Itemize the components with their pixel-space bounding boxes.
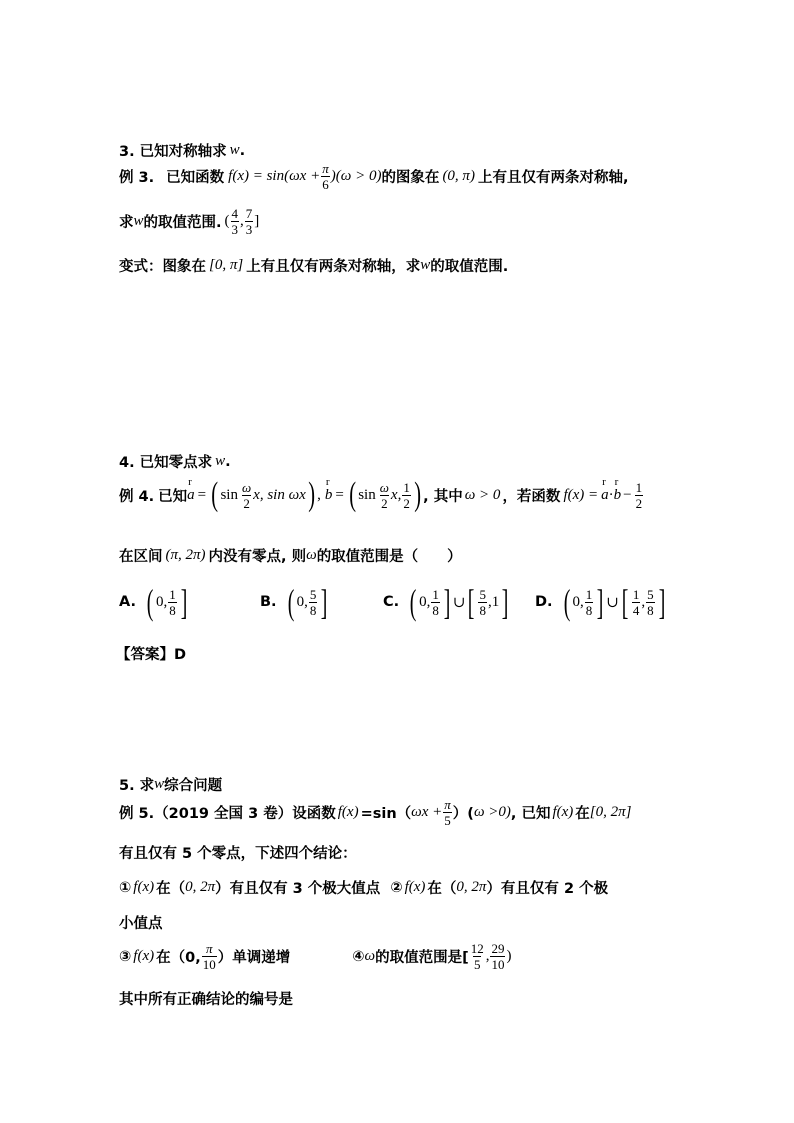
answer-line: 【答案】D <box>116 647 187 663</box>
option-b: B. ( 0, $\frac{5}{8}$ ] <box>260 582 328 622</box>
vector-b: r b <box>325 487 333 504</box>
pi-over-6: $\frac{\pi}{6}$ <box>322 161 329 192</box>
example-5-line-2: 有且仅有 5 个零点，下述四个结论： <box>119 846 357 862</box>
example-label: 例 3. <box>119 170 155 186</box>
conclusions-1-2: ① f(x) 在（ 0, 2π ）有且仅有 3 个极大值点 ② f(x) 在（ 0, 2π ）有且仅有 2 个极 <box>119 879 609 897</box>
example-4-line: 例 4. 已知 r a = ( sin $\frac{\omega}{2}$ x, sin ωx ) , r b = ( sin $\frac{\omega}{2}$ x, $\frac{1}{2}$ ) , 其中 ω > 0 ，若函数 f(x) = r a · r b − $\frac{1}{2}$ <box>119 478 644 512</box>
vector-a: r a <box>187 487 195 504</box>
option-c: C. ( 0, $\frac{1}{8}$ ] ∪ [ $\frac{5}{8}$ ,1 ] <box>383 582 509 622</box>
conclusions-3-4: ③ f(x) 在（0, $\frac{\pi}{10}$ ）单调递增 ④ ω 的取值范围是[ $\frac{12}{5}$ , $\frac{29}{10}$ ) <box>119 941 512 972</box>
example-4-line-2: 在区间 (π, 2π) 内没有零点, 则 ω 的取值范围是（ ） <box>119 547 462 565</box>
option-a: A. ( 0, $\frac{1}{8}$ ] <box>119 582 188 622</box>
example-3-question: 求 w 的取值范围. ( $\frac{4}{3}$ , $\frac{7}{3}$ ] <box>119 206 260 237</box>
section-5-heading: 5. 求 w 综合问题 <box>119 776 223 794</box>
section-3-heading: 3. 已知对称轴求 w . <box>119 142 246 160</box>
example-5-line: 例 5. （2019 全国 3 卷）设函数 f(x) =sin（ ωx + $\frac{\pi}{5}$ ）( ω >0) , 已知 f(x) 在 [0, 2π] <box>119 797 632 828</box>
option-d: D. ( 0, $\frac{1}{8}$ ] ∪ [ $\frac{1}{4}$ , $\frac{5}{8}$ ] <box>535 582 665 622</box>
section-4-heading: 4. 已知零点求 w . <box>119 453 231 471</box>
conclusions-2-tail: 小值点 <box>119 916 163 932</box>
final-question: 其中所有正确结论的编号是 <box>119 992 293 1008</box>
example-3-line: 例 3. 已知函数 f(x) = sin(ωx + $\frac{\pi}{6}$ )(ω > 0) 的图象在 (0, π) 上有且仅有两条对称轴, <box>119 161 629 192</box>
variant-line: 变式：图象在 [0, π] 上有且仅有两条对称轴，求 w 的取值范围. <box>119 257 509 275</box>
